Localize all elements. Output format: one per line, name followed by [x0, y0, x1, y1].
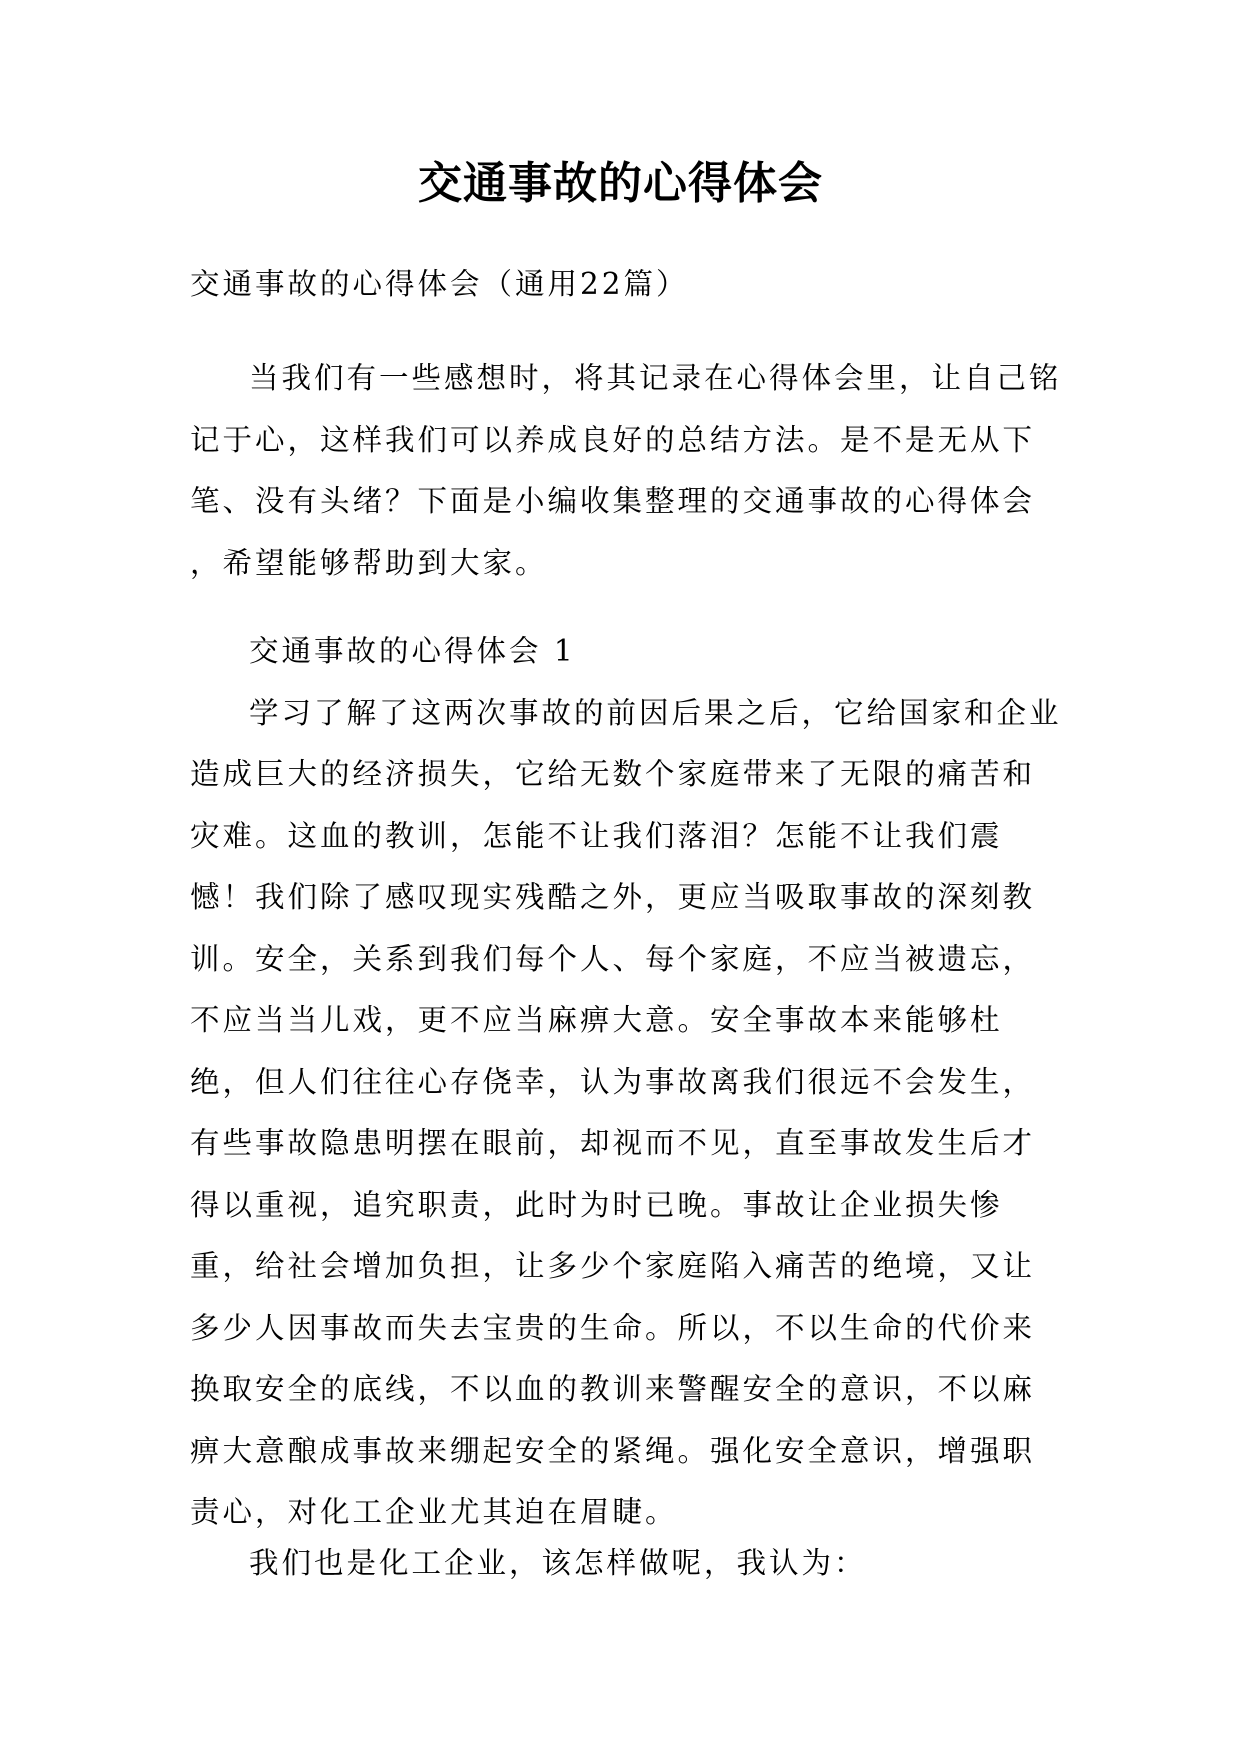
document-title: 交通事故的心得体会: [418, 158, 823, 209]
body-paragraph-2: 我们也是化工企业，该怎样做呢，我认为：: [249, 1546, 867, 1580]
intro-paragraph: 当我们有一些感想时，将其记录在心得体会里，让自己铭记于心，这样我们可以养成良好的总结方法。是不是无从下笔、没有头绪？下面是小编收集整理的交通事故的心得体会 ，希望能够帮助到大家。: [190, 361, 1062, 580]
body-paragraph: 学习了解了这两次事故的前因后果之后，它给国家和企业造成巨大的经济损失，它给无数个家庭带来了无限的痛苦和灾难。这血的教训，怎能不让我们落泪？怎能不让我们震憾！我们除了感叹现实残酷之外，更应当吸取事故的深刻教训。安全，关系到我们每个人、每个家庭，不应当被遗忘，不应当当儿戏，更不应当麻痹大意。安全事故本来能够杜绝，但人们往往心存侥幸，认为事故离我们很远不会发生，有些事故隐患明摆在眼前，却视而不见，直至事故发生后才得以重视，追究职责，此时为时已晚。事故让企业损失惨重，给社会增加负担，让多少个家庭陷入痛苦的绝境，又让多少人因事故而失去宝贵的生命。所以，不以生命的代价来换取安全的底线，不以血的教训来警醒安全的意识，不以麻痹大意酿成事故来绷起安全的紧绳。强化安全意识，增强职责心，对化工企业尤其迫在眉睫。: [190, 695, 1062, 1529]
section-heading: 交通事故的心得体会 1: [249, 634, 576, 668]
document-subtitle: 交通事故的心得体会（通用22篇）: [190, 267, 689, 301]
